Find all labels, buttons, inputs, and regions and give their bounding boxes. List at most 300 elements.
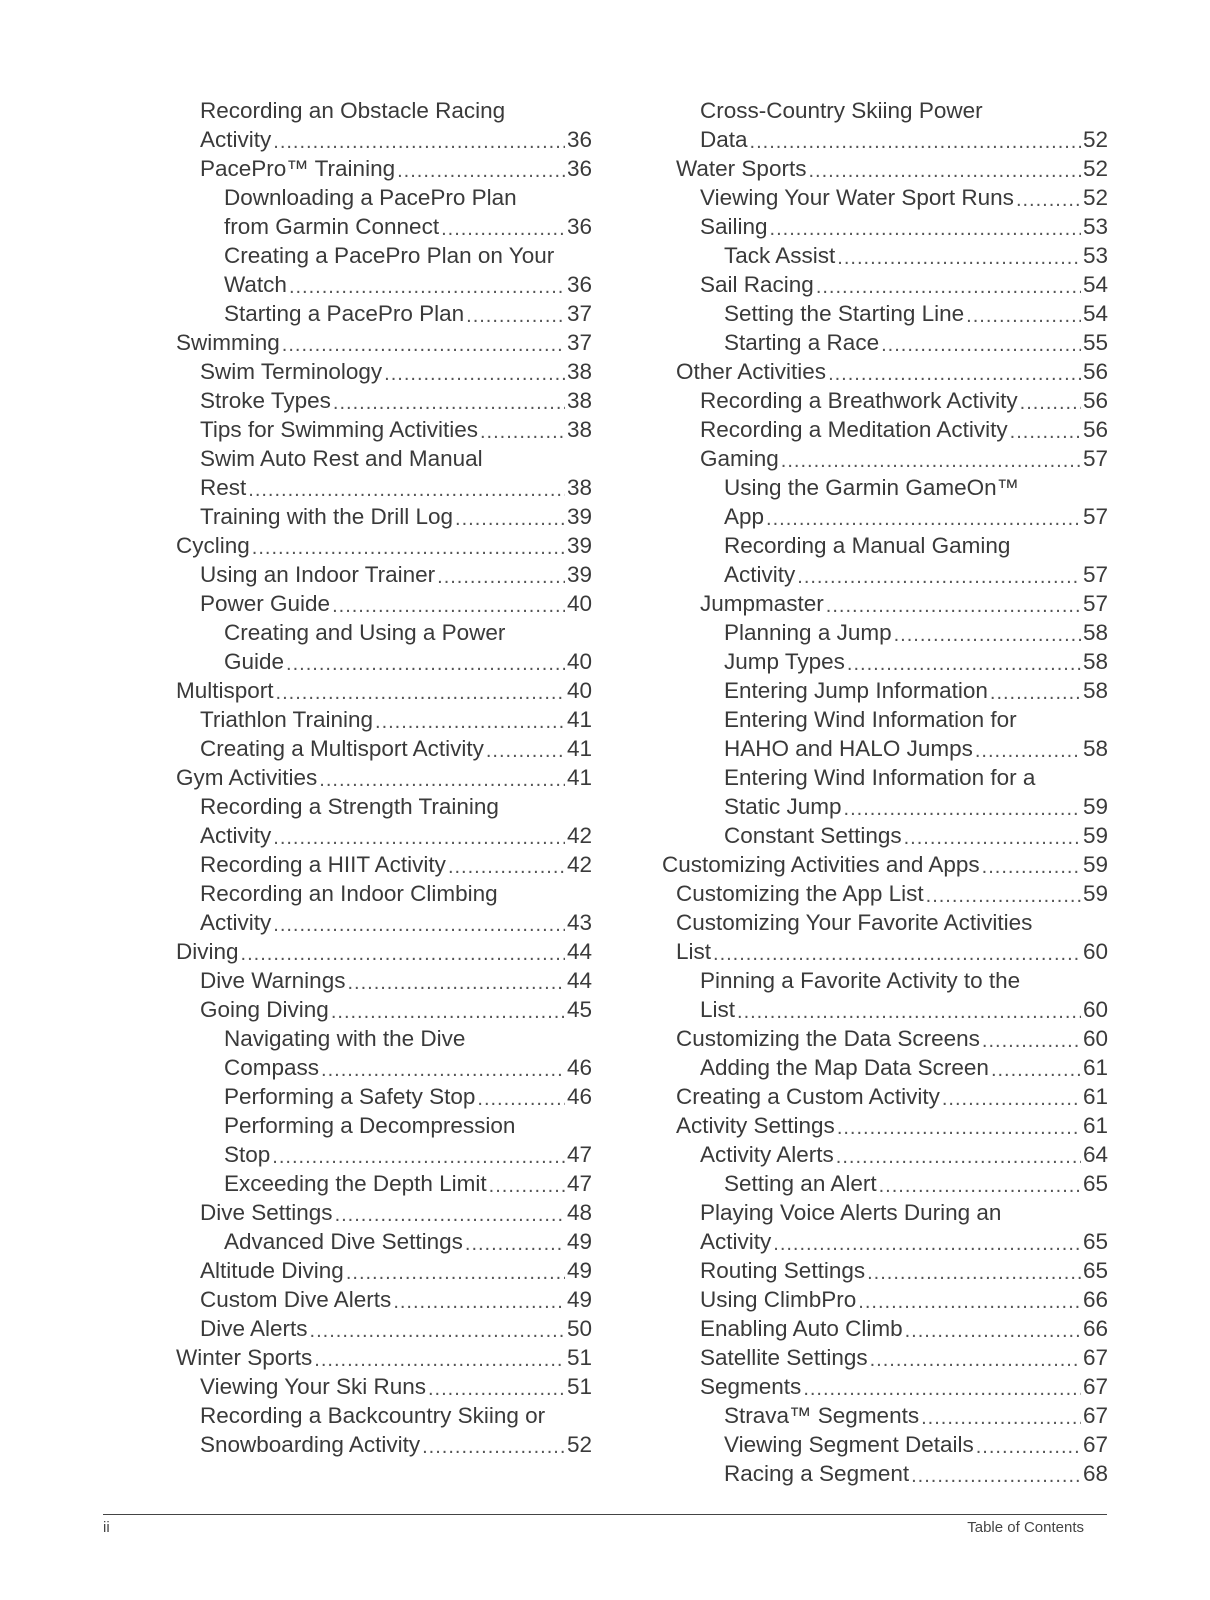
toc-entry-page: 57 bbox=[1082, 504, 1108, 529]
toc-entry[interactable] bbox=[662, 1314, 1108, 1343]
dot-leader bbox=[966, 299, 1081, 328]
toc-entry-title: Recording an Obstacle Racing bbox=[200, 98, 506, 123]
dot-leader bbox=[1020, 386, 1081, 415]
toc-entry[interactable] bbox=[176, 1401, 592, 1459]
toc-entry-title-continued: Static Jump bbox=[724, 794, 842, 819]
toc-entry-title: Downloading a PacePro Plan bbox=[224, 185, 517, 210]
dot-leader bbox=[486, 734, 565, 763]
toc-entry-title: Entering Wind Information for bbox=[724, 707, 1017, 732]
toc-entry-title: Tack Assist bbox=[724, 243, 836, 268]
toc-entry-page: 43 bbox=[566, 910, 592, 935]
toc-entry-title: Activity Alerts bbox=[700, 1142, 834, 1167]
dot-leader bbox=[448, 850, 565, 879]
toc-entry-title: Racing a Segment bbox=[724, 1461, 910, 1486]
toc-entry[interactable] bbox=[176, 1314, 592, 1343]
footer-page-number: ii bbox=[103, 1519, 110, 1536]
toc-entry-page: 38 bbox=[566, 388, 592, 413]
toc-entry[interactable] bbox=[662, 212, 1108, 241]
toc-entry-page: 48 bbox=[566, 1200, 592, 1225]
dot-leader bbox=[982, 1024, 1081, 1053]
toc-column-left bbox=[176, 96, 592, 1459]
toc-entry[interactable] bbox=[662, 1372, 1108, 1401]
dot-leader bbox=[241, 937, 565, 966]
toc-entry-title: Customizing Activities and Apps bbox=[662, 852, 980, 877]
toc-entry-page: 59 bbox=[1082, 881, 1108, 906]
toc-entry[interactable] bbox=[662, 1169, 1108, 1198]
toc-entry-title: Tips for Swimming Activities bbox=[200, 417, 478, 442]
toc-entry[interactable] bbox=[662, 154, 1108, 183]
toc-entry-title: Customizing the Data Screens bbox=[676, 1026, 980, 1051]
toc-entry-page: 60 bbox=[1082, 939, 1108, 964]
toc-entry-title: Cross-Country Skiing Power bbox=[700, 98, 983, 123]
toc-entry-page: 67 bbox=[1082, 1345, 1108, 1370]
toc-entry-title: Routing Settings bbox=[700, 1258, 866, 1283]
toc-entry-page: 40 bbox=[566, 678, 592, 703]
toc-entry[interactable] bbox=[662, 589, 1108, 618]
toc-entry[interactable] bbox=[176, 96, 592, 154]
toc-entry[interactable] bbox=[176, 1111, 592, 1169]
toc-entry-page: 66 bbox=[1082, 1316, 1108, 1341]
dot-leader bbox=[894, 618, 1081, 647]
toc-entry-page: 58 bbox=[1082, 678, 1108, 703]
toc-entry-title: Enabling Auto Climb bbox=[700, 1316, 903, 1341]
dot-leader bbox=[273, 821, 565, 850]
toc-entry-title: Activity Settings bbox=[676, 1113, 835, 1138]
toc-entry-title-continued: Stop bbox=[224, 1142, 271, 1167]
toc-entry-title: Entering Wind Information for a bbox=[724, 765, 1036, 790]
toc-entry-page: 57 bbox=[1082, 591, 1108, 616]
toc-entry[interactable] bbox=[662, 908, 1108, 966]
dot-leader bbox=[314, 1343, 565, 1372]
toc-entry-title: Triathlon Training bbox=[200, 707, 374, 732]
toc-entry[interactable] bbox=[176, 879, 592, 937]
toc-entry[interactable] bbox=[662, 1256, 1108, 1285]
toc-entry[interactable] bbox=[662, 1053, 1108, 1082]
dot-leader bbox=[976, 1430, 1081, 1459]
toc-entry-page: 38 bbox=[566, 475, 592, 500]
toc-entry-page: 40 bbox=[566, 649, 592, 674]
dot-leader bbox=[252, 531, 565, 560]
toc-entry-title-continued: List bbox=[700, 997, 736, 1022]
toc-entry[interactable] bbox=[176, 1024, 592, 1082]
toc-entry-title: Power Guide bbox=[200, 591, 331, 616]
toc-entry[interactable] bbox=[662, 705, 1108, 763]
toc-entry[interactable] bbox=[662, 1082, 1108, 1111]
dot-leader bbox=[828, 357, 1081, 386]
toc-entry-title: Dive Warnings bbox=[200, 968, 346, 993]
toc-entry-title: Training with the Drill Log bbox=[200, 504, 454, 529]
toc-entry-page: 55 bbox=[1082, 330, 1108, 355]
toc-entry-title: Viewing Your Water Sport Runs bbox=[700, 185, 1014, 210]
toc-entry[interactable] bbox=[662, 1401, 1108, 1430]
toc-entry-page: 47 bbox=[566, 1142, 592, 1167]
toc-entry[interactable] bbox=[662, 618, 1108, 647]
toc-entry-title: Jumpmaster bbox=[700, 591, 824, 616]
toc-entry-title: Creating a Multisport Activity bbox=[200, 736, 484, 761]
toc-entry-title-continued: Data bbox=[700, 127, 748, 152]
toc-entry-page: 52 bbox=[1082, 127, 1108, 152]
dot-leader bbox=[248, 473, 565, 502]
toc-entry[interactable] bbox=[176, 386, 592, 415]
toc-entry-page: 49 bbox=[566, 1229, 592, 1254]
toc-entry-title: Recording a Manual Gaming bbox=[724, 533, 1011, 558]
dot-leader bbox=[737, 995, 1081, 1024]
toc-entry[interactable] bbox=[176, 1082, 592, 1111]
toc-entry-page: 52 bbox=[1082, 156, 1108, 181]
dot-leader bbox=[282, 328, 565, 357]
toc-entry-title-continued: Compass bbox=[224, 1055, 320, 1080]
dot-leader bbox=[347, 966, 565, 995]
toc-entry[interactable] bbox=[662, 763, 1108, 821]
toc-entry[interactable] bbox=[176, 183, 592, 241]
toc-entry[interactable] bbox=[662, 444, 1108, 473]
toc-entry[interactable] bbox=[662, 270, 1108, 299]
toc-entry-page: 41 bbox=[566, 736, 592, 761]
toc-entry[interactable] bbox=[662, 1459, 1108, 1488]
dot-leader bbox=[773, 1227, 1081, 1256]
dot-leader bbox=[879, 1169, 1081, 1198]
toc-entry-title: Starting a Race bbox=[724, 330, 880, 355]
dot-leader bbox=[310, 1314, 565, 1343]
toc-entry[interactable] bbox=[662, 386, 1108, 415]
dot-leader bbox=[276, 676, 565, 705]
toc-entry-title: Winter Sports bbox=[176, 1345, 313, 1370]
toc-entry-title: Creating a PacePro Plan on Your bbox=[224, 243, 555, 268]
toc-entry-title: Playing Voice Alerts During an bbox=[700, 1200, 1002, 1225]
dot-leader bbox=[465, 1227, 565, 1256]
toc-entry-title: Using the Garmin GameOn™ bbox=[724, 475, 1020, 500]
toc-entry[interactable] bbox=[662, 1285, 1108, 1314]
toc-entry-page: 58 bbox=[1082, 736, 1108, 761]
dot-leader bbox=[422, 1430, 565, 1459]
dot-leader bbox=[273, 125, 565, 154]
dot-leader bbox=[713, 937, 1081, 966]
dot-leader bbox=[1016, 183, 1081, 212]
toc-entry-page: 42 bbox=[566, 823, 592, 848]
toc-entry-title: Sailing bbox=[700, 214, 768, 239]
toc-entry-page: 42 bbox=[566, 852, 592, 877]
toc-entry-title: Recording a HIIT Activity bbox=[200, 852, 446, 877]
toc-entry-page: 49 bbox=[566, 1258, 592, 1283]
toc-entry[interactable] bbox=[176, 357, 592, 386]
toc-entry-title-continued: Activity bbox=[200, 823, 272, 848]
dot-leader bbox=[867, 1256, 1081, 1285]
toc-entry-title: Swim Auto Rest and Manual bbox=[200, 446, 483, 471]
toc-entry-page: 58 bbox=[1082, 620, 1108, 645]
dot-leader bbox=[770, 212, 1081, 241]
toc-entry-page: 52 bbox=[1082, 185, 1108, 210]
toc-entry[interactable] bbox=[176, 415, 592, 444]
toc-entry-title: Pinning a Favorite Activity to the bbox=[700, 968, 1021, 993]
toc-entry-page: 46 bbox=[566, 1084, 592, 1109]
toc-entry-page: 66 bbox=[1082, 1287, 1108, 1312]
toc-entry-title-continued: Rest bbox=[200, 475, 247, 500]
toc-entry-title: Viewing Your Ski Runs bbox=[200, 1374, 426, 1399]
toc-entry-title: Starting a PacePro Plan bbox=[224, 301, 465, 326]
toc-entry[interactable] bbox=[176, 502, 592, 531]
toc-entry-title: Gaming bbox=[700, 446, 779, 471]
toc-entry-title: Swim Terminology bbox=[200, 359, 383, 384]
toc-entry-page: 49 bbox=[566, 1287, 592, 1312]
toc-entry[interactable] bbox=[662, 241, 1108, 270]
toc-entry-title: Using ClimbPro bbox=[700, 1287, 857, 1312]
toc-entry[interactable] bbox=[176, 1198, 592, 1227]
toc-entry[interactable] bbox=[176, 560, 592, 589]
dot-leader bbox=[1010, 415, 1081, 444]
toc-entry[interactable] bbox=[176, 1169, 592, 1198]
toc-entry[interactable] bbox=[176, 618, 592, 676]
dot-leader bbox=[375, 705, 565, 734]
dot-leader bbox=[319, 763, 565, 792]
toc-entry-page: 39 bbox=[566, 533, 592, 558]
toc-entry[interactable] bbox=[662, 1140, 1108, 1169]
dot-leader bbox=[982, 850, 1081, 879]
toc-entry[interactable] bbox=[662, 1111, 1108, 1140]
dot-leader bbox=[837, 1111, 1081, 1140]
toc-entry[interactable] bbox=[176, 299, 592, 328]
toc-entry[interactable] bbox=[176, 1285, 592, 1314]
toc-entry-title: Going Diving bbox=[200, 997, 329, 1022]
dot-leader bbox=[272, 1140, 565, 1169]
toc-entry-title: Swimming bbox=[176, 330, 280, 355]
toc-entry-page: 54 bbox=[1082, 301, 1108, 326]
toc-entry-page: 67 bbox=[1082, 1432, 1108, 1457]
toc-entry-title: Recording a Meditation Activity bbox=[700, 417, 1008, 442]
toc-entry-page: 45 bbox=[566, 997, 592, 1022]
dot-leader bbox=[844, 792, 1081, 821]
dot-leader bbox=[286, 647, 565, 676]
dot-leader bbox=[911, 1459, 1081, 1488]
toc-entry-page: 39 bbox=[566, 562, 592, 587]
toc-column-right bbox=[662, 96, 1108, 1488]
toc-entry[interactable] bbox=[176, 1372, 592, 1401]
toc-entry-title: Strava™ Segments bbox=[724, 1403, 920, 1428]
toc-entry-title: Water Sports bbox=[676, 156, 807, 181]
toc-entry-page: 38 bbox=[566, 359, 592, 384]
dot-leader bbox=[466, 299, 565, 328]
dot-leader bbox=[975, 734, 1081, 763]
toc-entry[interactable] bbox=[176, 792, 592, 850]
toc-entry[interactable] bbox=[662, 966, 1108, 1024]
dot-leader bbox=[321, 1053, 565, 1082]
toc-entry-page: 36 bbox=[566, 272, 592, 297]
toc-entry-page: 57 bbox=[1082, 446, 1108, 471]
toc-entry[interactable] bbox=[662, 415, 1108, 444]
dot-leader bbox=[441, 212, 565, 241]
toc-entry[interactable] bbox=[662, 299, 1108, 328]
toc-entry-title: Creating and Using a Power bbox=[224, 620, 506, 645]
toc-entry-title: Jump Types bbox=[724, 649, 845, 674]
toc-entry-page: 38 bbox=[566, 417, 592, 442]
toc-entry[interactable] bbox=[662, 850, 1108, 879]
dot-leader bbox=[384, 357, 565, 386]
toc-entry-title-continued: Activity bbox=[700, 1229, 772, 1254]
toc-entry[interactable] bbox=[176, 328, 592, 357]
toc-entry-title: Dive Alerts bbox=[200, 1316, 308, 1341]
dot-leader bbox=[273, 908, 565, 937]
toc-entry[interactable] bbox=[176, 444, 592, 502]
dot-leader bbox=[904, 821, 1081, 850]
toc-entry[interactable] bbox=[662, 879, 1108, 908]
toc-entry-page: 59 bbox=[1082, 794, 1108, 819]
toc-entry-title: Dive Settings bbox=[200, 1200, 333, 1225]
dot-leader bbox=[847, 647, 1081, 676]
toc-entry-title: Navigating with the Dive bbox=[224, 1026, 466, 1051]
toc-entry-page: 56 bbox=[1082, 388, 1108, 413]
toc-entry-title: Adding the Map Data Screen bbox=[700, 1055, 989, 1080]
toc-entry[interactable] bbox=[176, 966, 592, 995]
toc-entry-page: 61 bbox=[1082, 1084, 1108, 1109]
dot-leader bbox=[837, 241, 1081, 270]
toc-entry-title: Custom Dive Alerts bbox=[200, 1287, 392, 1312]
dot-leader bbox=[942, 1082, 1081, 1111]
toc-entry-title: Satellite Settings bbox=[700, 1345, 868, 1370]
toc-entry[interactable] bbox=[176, 589, 592, 618]
toc-entry-title-continued: Watch bbox=[224, 272, 287, 297]
toc-entry[interactable] bbox=[176, 1343, 592, 1372]
dot-leader bbox=[803, 1372, 1081, 1401]
dot-leader bbox=[808, 154, 1081, 183]
toc-entry-title: Entering Jump Information bbox=[724, 678, 988, 703]
toc-entry-page: 65 bbox=[1082, 1258, 1108, 1283]
toc-entry-page: 47 bbox=[566, 1171, 592, 1196]
toc-entry[interactable] bbox=[662, 1198, 1108, 1256]
toc-entry[interactable] bbox=[662, 96, 1108, 154]
toc-entry-title: PacePro™ Training bbox=[200, 156, 396, 181]
toc-entry-title: Customizing the App List bbox=[676, 881, 924, 906]
toc-entry-page: 65 bbox=[1082, 1229, 1108, 1254]
toc-entry[interactable] bbox=[662, 473, 1108, 531]
toc-entry-title-continued: Activity bbox=[724, 562, 796, 587]
toc-entry-page: 61 bbox=[1082, 1113, 1108, 1138]
toc-entry-title-continued: App bbox=[724, 504, 765, 529]
toc-entry-page: 41 bbox=[566, 707, 592, 732]
toc-entry-title: Advanced Dive Settings bbox=[224, 1229, 463, 1254]
toc-entry-page: 56 bbox=[1082, 417, 1108, 442]
footer-divider bbox=[103, 1514, 1107, 1515]
dot-leader bbox=[766, 502, 1081, 531]
dot-leader bbox=[826, 589, 1081, 618]
toc-entry-page: 67 bbox=[1082, 1403, 1108, 1428]
dot-leader bbox=[331, 995, 565, 1024]
toc-entry-page: 46 bbox=[566, 1055, 592, 1080]
dot-leader bbox=[480, 415, 565, 444]
dot-leader bbox=[991, 1053, 1081, 1082]
toc-entry-page: 58 bbox=[1082, 649, 1108, 674]
toc-entry[interactable] bbox=[662, 821, 1108, 850]
toc-entry[interactable] bbox=[662, 647, 1108, 676]
toc-entry[interactable] bbox=[176, 531, 592, 560]
dot-leader bbox=[781, 444, 1081, 473]
toc-entry-title-continued: HAHO and HALO Jumps bbox=[724, 736, 973, 761]
toc-entry[interactable] bbox=[662, 1343, 1108, 1372]
toc-entry-title: Segments bbox=[700, 1374, 802, 1399]
dot-leader bbox=[489, 1169, 565, 1198]
toc-entry-page: 57 bbox=[1082, 562, 1108, 587]
toc-entry-page: 56 bbox=[1082, 359, 1108, 384]
toc-entry-title: Setting an Alert bbox=[724, 1171, 877, 1196]
toc-entry-page: 51 bbox=[566, 1374, 592, 1399]
toc-entry-page: 36 bbox=[566, 127, 592, 152]
toc-entry-title: Constant Settings bbox=[724, 823, 902, 848]
toc-entry[interactable] bbox=[176, 241, 592, 299]
toc-entry-page: 54 bbox=[1082, 272, 1108, 297]
dot-leader bbox=[335, 1198, 565, 1227]
dot-leader bbox=[477, 1082, 565, 1111]
toc-entry[interactable] bbox=[662, 328, 1108, 357]
toc-entry[interactable] bbox=[662, 1430, 1108, 1459]
toc-entry-title: Altitude Diving bbox=[200, 1258, 344, 1283]
toc-entry-page: 53 bbox=[1082, 214, 1108, 239]
toc-entry-title-continued: List bbox=[676, 939, 712, 964]
dot-leader bbox=[333, 386, 565, 415]
toc-entry-title: Multisport bbox=[176, 678, 274, 703]
toc-entry[interactable] bbox=[662, 1024, 1108, 1053]
toc-entry[interactable] bbox=[176, 705, 592, 734]
toc-entry[interactable] bbox=[176, 763, 592, 792]
toc-entry-title-continued: Activity bbox=[200, 910, 272, 935]
toc-entry[interactable] bbox=[662, 531, 1108, 589]
toc-entry-page: 37 bbox=[566, 301, 592, 326]
dot-leader bbox=[346, 1256, 565, 1285]
toc-entry-title-continued: Activity bbox=[200, 127, 272, 152]
toc-entry-title: Viewing Segment Details bbox=[724, 1432, 974, 1457]
toc-entry[interactable] bbox=[662, 676, 1108, 705]
dot-leader bbox=[797, 560, 1081, 589]
toc-entry-title: Using an Indoor Trainer bbox=[200, 562, 436, 587]
toc-entry-title: Customizing Your Favorite Activities bbox=[676, 910, 1033, 935]
dot-leader bbox=[921, 1401, 1081, 1430]
toc-entry-page: 60 bbox=[1082, 1026, 1108, 1051]
toc-entry[interactable] bbox=[662, 183, 1108, 212]
toc-entry-page: 36 bbox=[566, 156, 592, 181]
toc-entry-title: Recording a Backcountry Skiing or bbox=[200, 1403, 546, 1428]
footer-section-title: Table of Contents bbox=[967, 1519, 1084, 1536]
toc-entry[interactable] bbox=[176, 154, 592, 183]
toc-entry-title: Performing a Safety Stop bbox=[224, 1084, 476, 1109]
toc-entry-page: 37 bbox=[566, 330, 592, 355]
toc-entry[interactable] bbox=[176, 850, 592, 879]
toc-entry-title-continued: from Garmin Connect bbox=[224, 214, 440, 239]
toc-entry-title: Stroke Types bbox=[200, 388, 331, 413]
toc-entry[interactable] bbox=[176, 1227, 592, 1256]
dot-leader bbox=[870, 1343, 1081, 1372]
toc-entry-page: 39 bbox=[566, 504, 592, 529]
dot-leader bbox=[393, 1285, 565, 1314]
toc-entry-page: 60 bbox=[1082, 997, 1108, 1022]
toc-entry[interactable] bbox=[662, 357, 1108, 386]
toc-entry[interactable] bbox=[176, 1256, 592, 1285]
toc-entry[interactable] bbox=[176, 995, 592, 1024]
toc-entry[interactable] bbox=[176, 734, 592, 763]
toc-entry-title: Gym Activities bbox=[176, 765, 318, 790]
dot-leader bbox=[750, 125, 1081, 154]
toc-entry[interactable] bbox=[176, 676, 592, 705]
toc-entry-page: 51 bbox=[566, 1345, 592, 1370]
toc-entry-page: 64 bbox=[1082, 1142, 1108, 1167]
dot-leader bbox=[905, 1314, 1081, 1343]
toc-entry-page: 52 bbox=[566, 1432, 592, 1457]
dot-leader bbox=[289, 270, 565, 299]
toc-entry[interactable] bbox=[176, 937, 592, 966]
toc-entry-page: 40 bbox=[566, 591, 592, 616]
dot-leader bbox=[428, 1372, 565, 1401]
toc-entry-title: Other Activities bbox=[676, 359, 827, 384]
toc-entry-title: Recording a Strength Training bbox=[200, 794, 499, 819]
toc-entry-title: Performing a Decompression bbox=[224, 1113, 516, 1138]
toc-entry-page: 53 bbox=[1082, 243, 1108, 268]
dot-leader bbox=[816, 270, 1081, 299]
